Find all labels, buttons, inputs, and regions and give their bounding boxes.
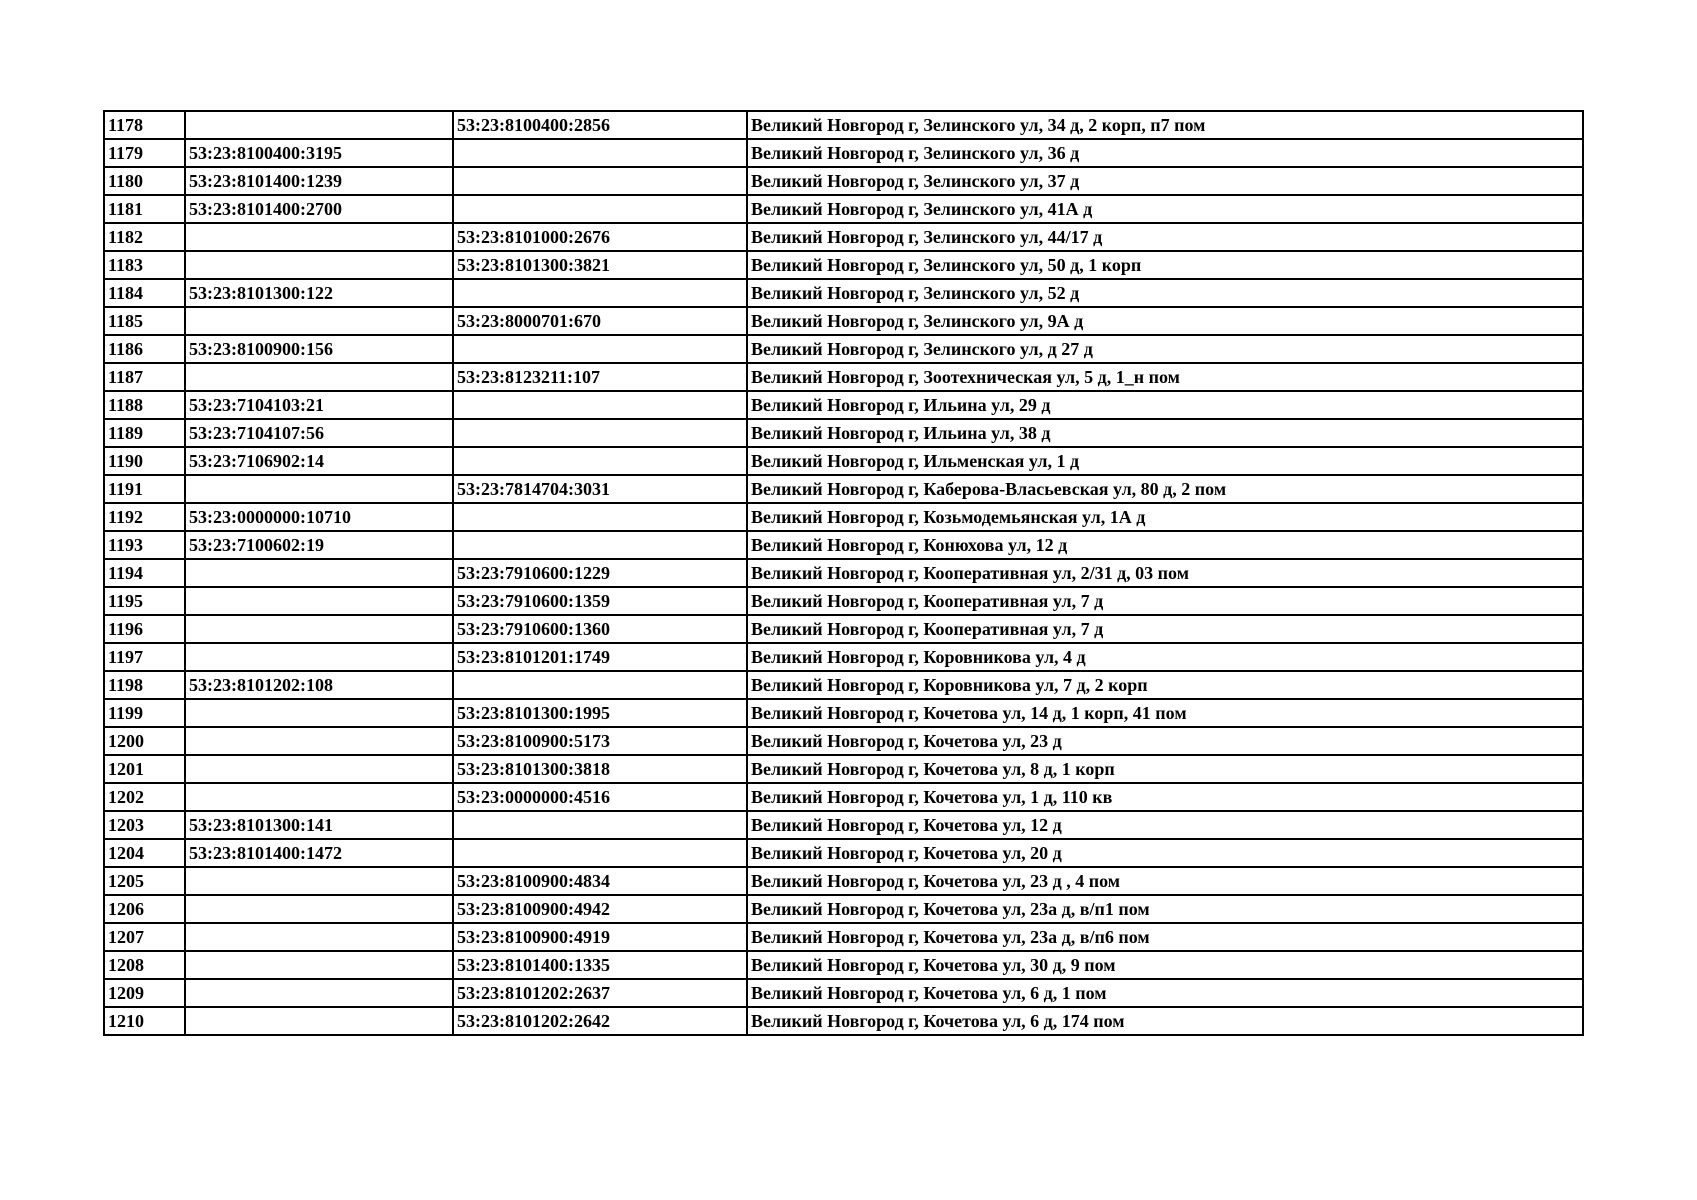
cadastral-number-alt-cell: 53:23:8100900:5173 <box>453 727 747 755</box>
cadastral-number-alt-cell <box>453 447 747 475</box>
row-number-cell: 1207 <box>104 923 185 951</box>
address-cell: Великий Новгород г, Зелинского ул, 37 д <box>747 167 1583 195</box>
address-cell: Великий Новгород г, Кочетова ул, 23 д <box>747 727 1583 755</box>
row-number-cell: 1208 <box>104 951 185 979</box>
table-row <box>104 895 1583 923</box>
cadastral-number-cell: 53:23:8101202:108 <box>185 671 453 699</box>
property-table <box>103 110 1584 1036</box>
cadastral-number-cell <box>185 783 453 811</box>
cadastral-number-alt-cell <box>453 671 747 699</box>
row-number-cell: 1190 <box>104 447 185 475</box>
cadastral-number-cell <box>185 643 453 671</box>
table-body <box>104 111 1583 1035</box>
address-cell: Великий Новгород г, Зоотехническая ул, 5 д, 1_н пом <box>747 363 1583 391</box>
cadastral-number-alt-cell: 53:23:8101000:2676 <box>453 223 747 251</box>
address-cell: Великий Новгород г, Кочетова ул, 6 д, 1 пом <box>747 979 1583 1007</box>
row-number-cell: 1210 <box>104 1007 185 1035</box>
table-row <box>104 111 1583 139</box>
address-cell: Великий Новгород г, Кочетова ул, 23 д , 4 пом <box>747 867 1583 895</box>
row-number-cell: 1196 <box>104 615 185 643</box>
table-row <box>104 251 1583 279</box>
cadastral-number-cell <box>185 727 453 755</box>
row-number-cell: 1194 <box>104 559 185 587</box>
address-cell: Великий Новгород г, Кочетова ул, 12 д <box>747 811 1583 839</box>
address-cell: Великий Новгород г, Ильменская ул, 1 д <box>747 447 1583 475</box>
address-cell: Великий Новгород г, Кочетова ул, 20 д <box>747 839 1583 867</box>
address-cell: Великий Новгород г, Зелинского ул, 50 д, 1 корп <box>747 251 1583 279</box>
table-row <box>104 391 1583 419</box>
cadastral-number-alt-cell: 53:23:8000701:670 <box>453 307 747 335</box>
address-cell: Великий Новгород г, Каберова-Власьевская ул, 80 д, 2 пом <box>747 475 1583 503</box>
cadastral-number-alt-cell: 53:23:7910600:1229 <box>453 559 747 587</box>
row-number-cell: 1199 <box>104 699 185 727</box>
table-row <box>104 307 1583 335</box>
row-number-cell: 1185 <box>104 307 185 335</box>
row-number-cell: 1187 <box>104 363 185 391</box>
cadastral-number-alt-cell <box>453 531 747 559</box>
cadastral-number-alt-cell: 53:23:8100900:4919 <box>453 923 747 951</box>
table-row <box>104 615 1583 643</box>
table-row <box>104 923 1583 951</box>
address-cell: Великий Новгород г, Ильина ул, 38 д <box>747 419 1583 447</box>
table-row <box>104 531 1583 559</box>
address-cell: Великий Новгород г, Кочетова ул, 30 д, 9 пом <box>747 951 1583 979</box>
cadastral-number-cell <box>185 979 453 1007</box>
cadastral-number-cell <box>185 475 453 503</box>
cadastral-number-cell <box>185 111 453 139</box>
address-cell: Великий Новгород г, Зелинского ул, 9А д <box>747 307 1583 335</box>
table-row <box>104 559 1583 587</box>
table-row <box>104 447 1583 475</box>
table-row <box>104 783 1583 811</box>
cadastral-number-alt-cell: 53:23:8101300:3818 <box>453 755 747 783</box>
table-row <box>104 1007 1583 1035</box>
cadastral-number-alt-cell: 53:23:8101202:2642 <box>453 1007 747 1035</box>
address-cell: Великий Новгород г, Кооперативная ул, 2/31 д, 03 пом <box>747 559 1583 587</box>
address-cell: Великий Новгород г, Кочетова ул, 23а д, в/п6 пом <box>747 923 1583 951</box>
table-row <box>104 195 1583 223</box>
row-number-cell: 1198 <box>104 671 185 699</box>
cadastral-number-cell <box>185 251 453 279</box>
table-row <box>104 951 1583 979</box>
cadastral-number-alt-cell: 53:23:0000000:4516 <box>453 783 747 811</box>
address-cell: Великий Новгород г, Зелинского ул, д 27 д <box>747 335 1583 363</box>
cadastral-number-cell <box>185 363 453 391</box>
row-number-cell: 1193 <box>104 531 185 559</box>
address-cell: Великий Новгород г, Зелинского ул, 44/17 д <box>747 223 1583 251</box>
cadastral-number-alt-cell <box>453 139 747 167</box>
cadastral-number-alt-cell: 53:23:8100900:4942 <box>453 895 747 923</box>
address-cell: Великий Новгород г, Кооперативная ул, 7 д <box>747 587 1583 615</box>
table-row <box>104 335 1583 363</box>
cadastral-number-alt-cell <box>453 503 747 531</box>
address-cell: Великий Новгород г, Кочетова ул, 1 д, 110 кв <box>747 783 1583 811</box>
row-number-cell: 1200 <box>104 727 185 755</box>
cadastral-number-cell: 53:23:8100400:3195 <box>185 139 453 167</box>
table-row <box>104 223 1583 251</box>
cadastral-number-cell: 53:23:7100602:19 <box>185 531 453 559</box>
row-number-cell: 1205 <box>104 867 185 895</box>
table-row <box>104 671 1583 699</box>
table-row <box>104 643 1583 671</box>
cadastral-number-alt-cell <box>453 419 747 447</box>
address-cell: Великий Новгород г, Кооперативная ул, 7 д <box>747 615 1583 643</box>
table-row <box>104 979 1583 1007</box>
cadastral-number-cell: 53:23:0000000:10710 <box>185 503 453 531</box>
table-row <box>104 811 1583 839</box>
cadastral-number-cell <box>185 615 453 643</box>
address-cell: Великий Новгород г, Зелинского ул, 34 д, 2 корп, п7 пом <box>747 111 1583 139</box>
table-row <box>104 139 1583 167</box>
address-cell: Великий Новгород г, Коровникова ул, 7 д, 2 корп <box>747 671 1583 699</box>
table-row <box>104 839 1583 867</box>
address-cell: Великий Новгород г, Козьмодемьянская ул, 1А д <box>747 503 1583 531</box>
row-number-cell: 1178 <box>104 111 185 139</box>
cadastral-number-alt-cell <box>453 811 747 839</box>
cadastral-number-alt-cell <box>453 335 747 363</box>
cadastral-number-alt-cell <box>453 839 747 867</box>
row-number-cell: 1189 <box>104 419 185 447</box>
cadastral-number-cell <box>185 1007 453 1035</box>
row-number-cell: 1188 <box>104 391 185 419</box>
cadastral-number-cell <box>185 951 453 979</box>
cadastral-number-cell: 53:23:8101400:2700 <box>185 195 453 223</box>
cadastral-number-alt-cell: 53:23:8101201:1749 <box>453 643 747 671</box>
row-number-cell: 1206 <box>104 895 185 923</box>
table-row <box>104 363 1583 391</box>
table-row <box>104 727 1583 755</box>
table-row <box>104 867 1583 895</box>
cadastral-number-cell: 53:23:7104107:56 <box>185 419 453 447</box>
cadastral-number-cell <box>185 223 453 251</box>
cadastral-number-alt-cell <box>453 195 747 223</box>
row-number-cell: 1191 <box>104 475 185 503</box>
address-cell: Великий Новгород г, Кочетова ул, 23а д, в/п1 пом <box>747 895 1583 923</box>
table-row <box>104 699 1583 727</box>
cadastral-number-cell: 53:23:7106902:14 <box>185 447 453 475</box>
cadastral-number-cell <box>185 923 453 951</box>
cadastral-number-cell: 53:23:7104103:21 <box>185 391 453 419</box>
row-number-cell: 1204 <box>104 839 185 867</box>
row-number-cell: 1184 <box>104 279 185 307</box>
table-row <box>104 419 1583 447</box>
cadastral-number-alt-cell: 53:23:8101300:1995 <box>453 699 747 727</box>
cadastral-number-alt-cell: 53:23:8100900:4834 <box>453 867 747 895</box>
cadastral-number-alt-cell <box>453 391 747 419</box>
row-number-cell: 1181 <box>104 195 185 223</box>
cadastral-number-cell <box>185 895 453 923</box>
row-number-cell: 1182 <box>104 223 185 251</box>
cadastral-number-cell <box>185 867 453 895</box>
cadastral-number-alt-cell <box>453 279 747 307</box>
address-cell: Великий Новгород г, Кочетова ул, 8 д, 1 корп <box>747 755 1583 783</box>
address-cell: Великий Новгород г, Зелинского ул, 36 д <box>747 139 1583 167</box>
table-row <box>104 167 1583 195</box>
address-cell: Великий Новгород г, Коровникова ул, 4 д <box>747 643 1583 671</box>
cadastral-number-cell: 53:23:8101300:141 <box>185 811 453 839</box>
cadastral-number-alt-cell: 53:23:8101400:1335 <box>453 951 747 979</box>
address-cell: Великий Новгород г, Ильина ул, 29 д <box>747 391 1583 419</box>
address-cell: Великий Новгород г, Кочетова ул, 6 д, 174 пом <box>747 1007 1583 1035</box>
cadastral-number-alt-cell: 53:23:8100400:2856 <box>453 111 747 139</box>
cadastral-number-alt-cell: 53:23:8101202:2637 <box>453 979 747 1007</box>
address-cell: Великий Новгород г, Кочетова ул, 14 д, 1 корп, 41 пом <box>747 699 1583 727</box>
cadastral-number-cell <box>185 755 453 783</box>
table-row <box>104 475 1583 503</box>
address-cell: Великий Новгород г, Конюхова ул, 12 д <box>747 531 1583 559</box>
row-number-cell: 1186 <box>104 335 185 363</box>
row-number-cell: 1179 <box>104 139 185 167</box>
cadastral-number-alt-cell <box>453 167 747 195</box>
table-row <box>104 755 1583 783</box>
cadastral-number-alt-cell: 53:23:8123211:107 <box>453 363 747 391</box>
row-number-cell: 1180 <box>104 167 185 195</box>
cadastral-number-cell <box>185 699 453 727</box>
cadastral-number-cell <box>185 307 453 335</box>
row-number-cell: 1192 <box>104 503 185 531</box>
table-row <box>104 587 1583 615</box>
cadastral-number-alt-cell: 53:23:7910600:1359 <box>453 587 747 615</box>
cadastral-number-cell <box>185 587 453 615</box>
table-row <box>104 503 1583 531</box>
address-cell: Великий Новгород г, Зелинского ул, 52 д <box>747 279 1583 307</box>
address-cell: Великий Новгород г, Зелинского ул, 41А д <box>747 195 1583 223</box>
row-number-cell: 1201 <box>104 755 185 783</box>
row-number-cell: 1195 <box>104 587 185 615</box>
row-number-cell: 1209 <box>104 979 185 1007</box>
cadastral-number-cell: 53:23:8101400:1239 <box>185 167 453 195</box>
table-row <box>104 279 1583 307</box>
cadastral-number-alt-cell: 53:23:8101300:3821 <box>453 251 747 279</box>
cadastral-number-cell: 53:23:8100900:156 <box>185 335 453 363</box>
cadastral-number-cell <box>185 559 453 587</box>
row-number-cell: 1202 <box>104 783 185 811</box>
cadastral-number-cell: 53:23:8101400:1472 <box>185 839 453 867</box>
row-number-cell: 1197 <box>104 643 185 671</box>
cadastral-number-cell: 53:23:8101300:122 <box>185 279 453 307</box>
cadastral-number-alt-cell: 53:23:7814704:3031 <box>453 475 747 503</box>
cadastral-number-alt-cell: 53:23:7910600:1360 <box>453 615 747 643</box>
row-number-cell: 1183 <box>104 251 185 279</box>
row-number-cell: 1203 <box>104 811 185 839</box>
